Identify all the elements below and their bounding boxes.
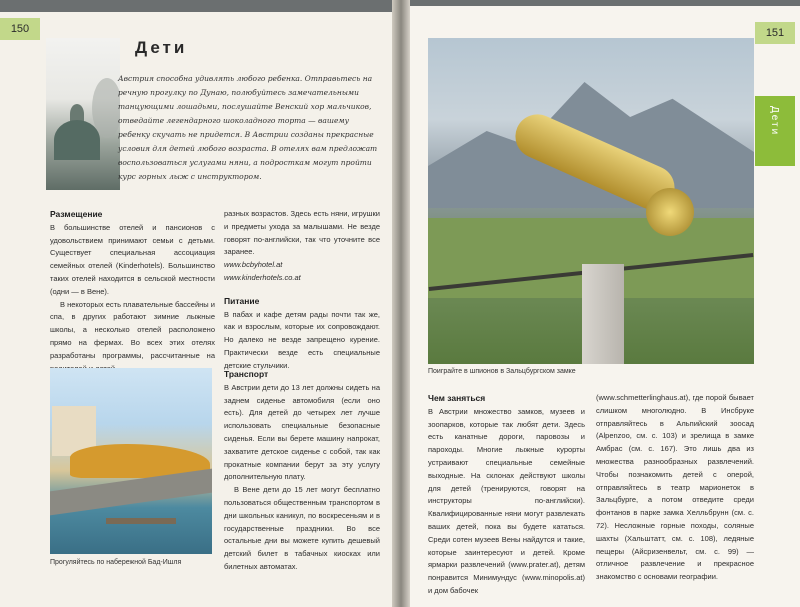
column-accommodation (50, 208, 215, 375)
heading-food: Питание (224, 295, 260, 306)
heading-accommodation: Размещение (50, 209, 103, 219)
waterfront-photo-caption: Прогуляйтесь по набережной Бад-Ишля (50, 559, 182, 566)
chapter-title: Дети (135, 38, 188, 57)
transport-p1: В Австрии дети до 13 лет должны сидеть на заднем сиденье автомобиля (если оно есть). Для детей до четырех лет лучше использовать специальные безопасные сиденья. Если вы берете машину напрокат, захватите детское сиденье с собой, так как прокатные компании берут за эту услугу дополнительную плату. (224, 382, 380, 482)
accommodation-cont: разных возрастов. Здесь есть няни, игрушки и предметы ухода за малышами. Не везде говорят по-английски, так что уточните все заранее. (224, 209, 380, 257)
chapter-side-tab-label: Дети (769, 106, 780, 137)
url-babyhotel: www.bcbyhotel.at (224, 260, 283, 270)
page-number-left: 150 (0, 18, 40, 40)
accommodation-p1: В большинстве отелей и пансионов с удовольствием принимают семьи с детьми. Существует специальная ассоциация семейных отелей (Kinderhotels). Большинство таких отелей находится в сельской местности (одни — в Вене). (50, 222, 215, 296)
column-middle (224, 208, 380, 373)
page-number-right: 151 (755, 22, 795, 44)
todo-p1: В Австрии множество замков, музеев и зоопарков, которые так любят дети. Здесь есть канатные дороги, паровозы и пароходы. Многие лыжные курорты устраивают специальные семейные выходные. На склонах действуют школы для детей (тренируются, говорят на инструкторы по-английски). Квалифицированные няни могут развлекать ваших детей, пока вы будете кататься. Среди сотен музеев Вены найдутся и такие, которые заинтересуют и детей. Кроме ярмарки развлечений (www.prater.at), детям понравится Минимундус (www.minopolis.at) и дом бабочек (428, 406, 585, 595)
heading-todo: Чем заняться (428, 393, 486, 403)
waterfront-photo (50, 368, 212, 554)
column-todo-cont (596, 392, 754, 584)
todo-p2: (www.schmetterlinghaus.at), где порой бывает слишком многолюдно. В Инсбруке отправляйтесь в Альпийский зоосад (Alpenzoo, см. с. 103) и зрелища в замке Амбрас (см. с. 167). Это лишь два из множества разнообразных развлечений. Чтобы познакомить детей с оперой, отправляйтесь в театр марионеток в Зальцбурге, а потом отведите среди фонтанов в парке замка Хелльбрунн (см. с. 72). Несложные горные походы, соляные шахты (Хальштатт, см. с. 108), ледяные пещеры (Айсризенвельт, см. с. 99) — отличное развлечение и прекрасное знакомство с основами географии. (596, 393, 754, 582)
accommodation-p2: В некоторых есть плавательные бассейны и спа, в других работают зимние лыжные школы, а несколько отелей расположено прямо на фермах. Во всех этих отелях разработаны программы, рассчитанные на (50, 299, 215, 360)
church-dome-photo (46, 38, 120, 190)
transport-p2: В Вене дети до 15 лет могут бесплатно пользоваться общественным транспортом в дни школьных каникул, по воскресеньям и в государственные праздники. Во все остальные дни вы можете купить дешевый детский билет в табачных киосках или билетных автоматах. (224, 485, 380, 571)
column-todo (428, 392, 585, 598)
telescope-photo-caption: Поиграйте в шпионов в Зальцбургском замке (428, 368, 576, 375)
telescope-photo (428, 38, 754, 364)
chapter-intro: Австрия способна удивлять любого ребенка. Отправьтесь на речную прогулку по Дунаю, полюбуйтесь замечательными танцующими лошадьми, послушайте Венский хор мальчиков, отведайте легендарного шоколадного торта — вашему ребенку скучать не придется. В Австрии созданы прекрасные условия для детей любого возраста. В отелях вам предложат воспользоваться услугами няни, а подросткам могут пройти курс горных лыж с инструктором. (118, 74, 378, 181)
food-p1: В пабах и кафе детям рады почти так же, как и взрослым, которые их сопровождают. Но далеко не везде запрещено курение. Практически везде есть специальные детские стульчики. (224, 309, 380, 370)
book-gutter (392, 0, 410, 607)
heading-transport: Транспорт (224, 369, 269, 379)
url-kinderhotels: www.kinderhotels.co.at (224, 272, 301, 282)
column-transport (224, 368, 380, 574)
chapter-side-tab (755, 96, 795, 166)
